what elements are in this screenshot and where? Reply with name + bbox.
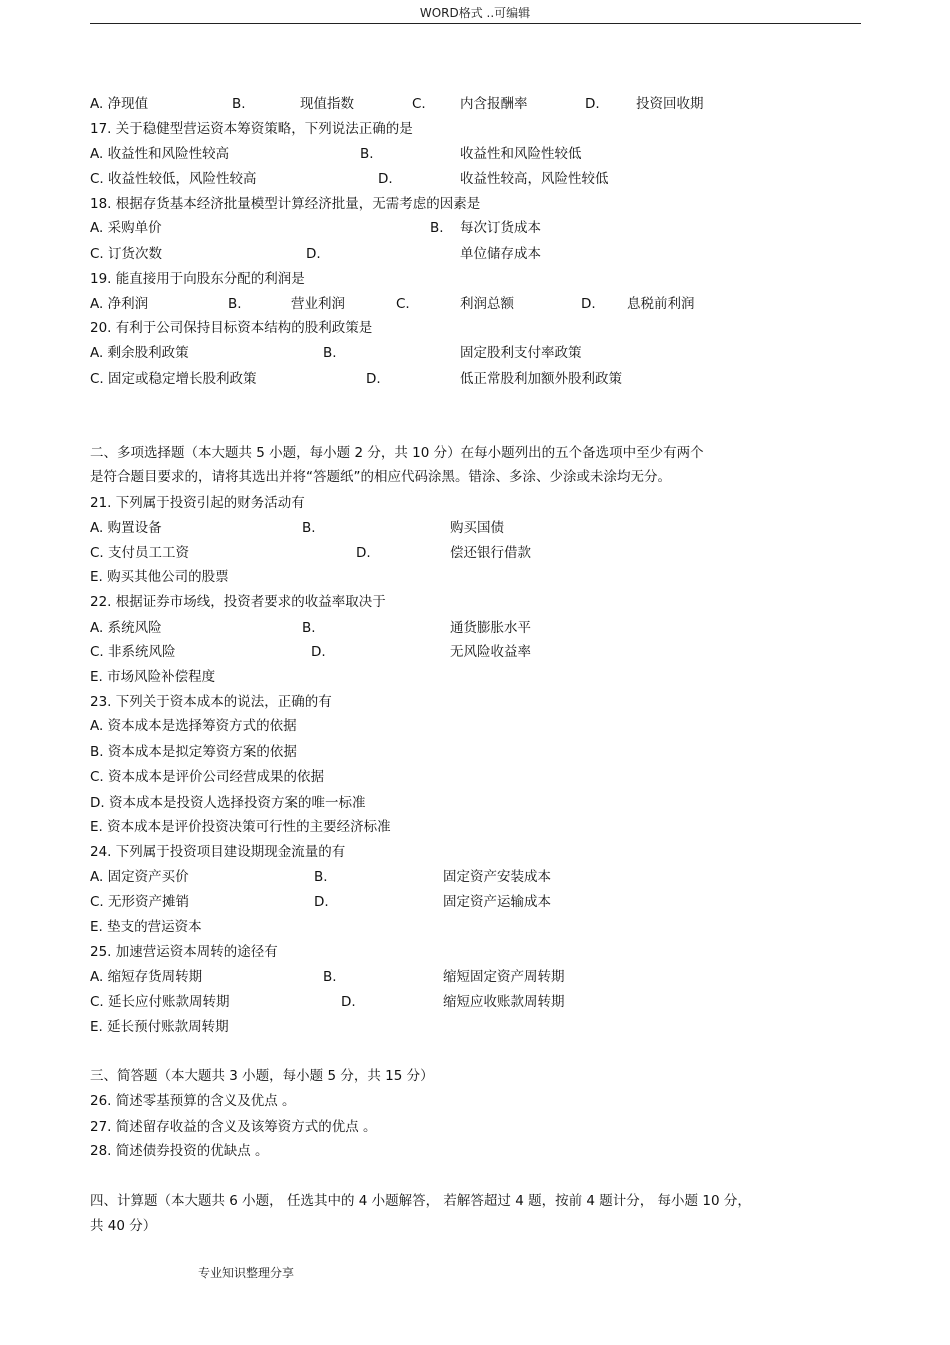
q21-option-b-label: B. <box>302 520 316 536</box>
q18-option-c: C. 订货次数 <box>90 246 163 262</box>
q20-option-d-text: 低正常股利加额外股利政策 <box>460 371 622 387</box>
q25-option-a: A. 缩短存货周转期 <box>90 969 203 985</box>
q21-option-b-text: 购买国债 <box>450 520 504 536</box>
q16-option-d-label: D. <box>585 96 600 112</box>
q24-option-b-text: 固定资产安装成本 <box>443 869 551 885</box>
q19-option-a: A. 净利润 <box>90 296 149 312</box>
q22-option-a: A. 系统风险 <box>90 620 162 636</box>
q21-option-d-label: D. <box>356 545 371 561</box>
q18-option-a: A. 采购单价 <box>90 220 162 236</box>
q22-option-b-text: 通货膨胀水平 <box>450 620 531 636</box>
q19-option-d-text: 息税前利润 <box>627 296 695 312</box>
q17-option-a: A. 收益性和风险性较高 <box>90 146 230 162</box>
q21-option-a: A. 购置设备 <box>90 520 162 536</box>
q17-option-b-label: B. <box>360 146 374 162</box>
q25-option-d-label: D. <box>341 994 356 1010</box>
q25-option-c: C. 延长应付账款周转期 <box>90 994 230 1010</box>
q24-option-b-label: B. <box>314 869 328 885</box>
q18-option-d-text: 单位储存成本 <box>460 246 541 262</box>
q22-option-d-label: D. <box>311 644 326 660</box>
q19-option-b-label: B. <box>228 296 242 312</box>
q25-option-d-text: 缩短应收账款周转期 <box>443 994 565 1010</box>
q18-option-b-text: 每次订货成本 <box>460 220 541 236</box>
q24-option-a: A. 固定资产买价 <box>90 869 189 885</box>
header-divider <box>90 23 861 24</box>
q24-option-c: C. 无形资产摊销 <box>90 894 190 910</box>
q17-option-d-text: 收益性较高，风险性较低 <box>460 171 609 187</box>
q22-option-c: C. 非系统风险 <box>90 644 176 660</box>
q20-option-b-text: 固定股利支付率政策 <box>460 345 582 361</box>
q18-option-b-label: B. <box>430 220 444 236</box>
q20-option-c: C. 固定或稳定增长股利政策 <box>90 371 257 387</box>
q19-option-c-label: C. <box>396 296 410 312</box>
q16-option-c-label: C. <box>412 96 426 112</box>
q19-option-c-text: 利润总额 <box>460 296 514 312</box>
q17-option-d-label: D. <box>378 171 393 187</box>
q22-option-b-label: B. <box>302 620 316 636</box>
q16-option-c-text: 内含报酬率 <box>460 96 528 112</box>
q20-option-a: A. 剩余股利政策 <box>90 345 189 361</box>
q21-option-d-text: 偿还银行借款 <box>450 545 531 561</box>
q24-option-d-text: 固定资产运输成本 <box>443 894 551 910</box>
q20-option-d-label: D. <box>366 371 381 387</box>
q17-option-c: C. 收益性较低，风险性较高 <box>90 171 257 187</box>
q19-option-b-text: 营业利润 <box>291 296 345 312</box>
q18-option-d-label: D. <box>306 246 321 262</box>
page-footer: 专业知识整理分享 <box>198 1266 295 1280</box>
q25-option-b-label: B. <box>323 969 337 985</box>
q24-option-d-label: D. <box>314 894 329 910</box>
q19-option-d-label: D. <box>581 296 596 312</box>
q22-option-d-text: 无风险收益率 <box>450 644 531 660</box>
q17-option-b-text: 收益性和风险性较低 <box>460 146 582 162</box>
q16-option-a: A. 净现值 <box>90 96 149 112</box>
q16-option-b-label: B. <box>232 96 246 112</box>
q16-option-d-text: 投资回收期 <box>636 96 704 112</box>
q25-option-b-text: 缩短固定资产周转期 <box>443 969 565 985</box>
q16-option-b-text: 现值指数 <box>300 96 354 112</box>
q21-option-c: C. 支付员工工资 <box>90 545 190 561</box>
page-header: WORD格式 ..可编辑 <box>419 6 531 20</box>
q20-option-b-label: B. <box>323 345 337 361</box>
